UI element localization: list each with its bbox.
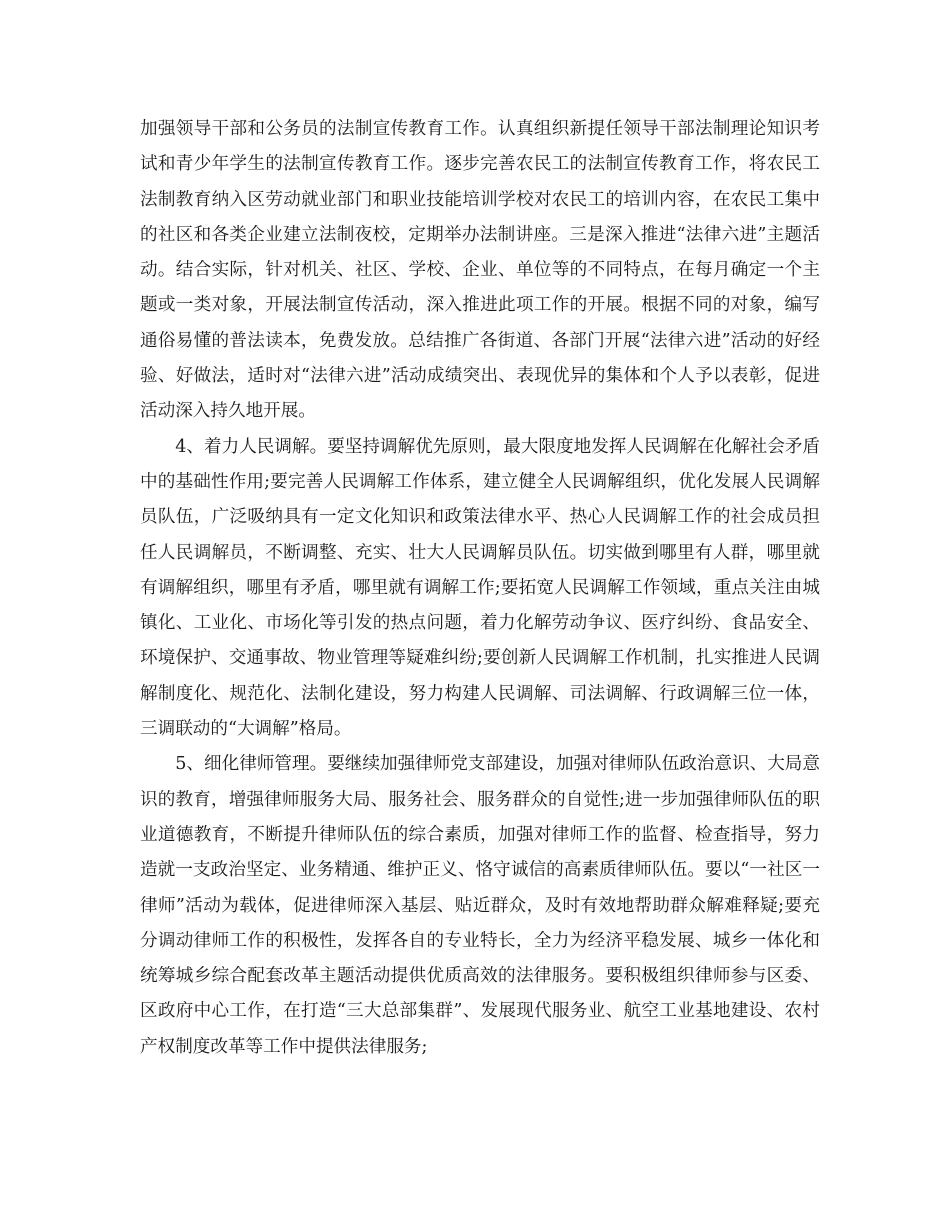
document-body (140, 112, 820, 1065)
paragraph-lawyer-management: 5、细化律师管理。要继续加强律师党支部建设，加强对律师队伍政治意识、大局意识的教育，增强律师服务大局、服务社会、服务群众的自觉性;进一步加强律师队伍的职业道德教育，不断提升律师队伍的综合素质，加强对律师工作的监督、检查指导，努力造就一支政治坚定、业务精通、维护正义、恪守诚信的高素质律师队伍。要以“一社区一律师”活动为载体，促进律师深入基层、贴近群众，及时有效地帮助群众解难释疑;要充分调动律师工作的积极性，发挥各自的专业特长，全力为经济平稳发展、城乡一体化和统筹城乡综合配套改革主题活动提供优质高效的法律服务。要积极组织律师参与区委、区政府中心工作，在打造“三大总部集群”、发展现代服务业、航空工业基地建设、农村产权制度改革等工作中提供法律服务; (140, 754, 820, 1057)
paragraph-continuation: 加强领导干部和公务员的法制宣传教育工作。认真组织新提任领导干部法制理论知识考试和青少年学生的法制宣传教育工作。逐步完善农民工的法制宣传教育工作，将农民工法制教育纳入区劳动就业部门和职业技能培训学校对农民工的培训内容，在农民工集中的社区和各类企业建立法制夜校，定期举办法制讲座。三是深入推进“法律六进”主题活动。结合实际，针对机关、社区、学校、企业、单位等的不同特点，在每月确定一个主题或一类对象，开展法制宣传活动，深入推进此项工作的开展。根据不同的对象，编写通俗易懂的普法读本，免费发放。总结推广各街道、各部门开展“法律六进”活动的好经验、好做法，适时对“法律六进”活动成绩突出、表现优异的集体和个人予以表彰，促进活动深入持久地开展。 (140, 119, 820, 422)
paragraph-people-mediation: 4、着力人民调解。要坚持调解优先原则，最大限度地发挥人民调解在化解社会矛盾中的基础性作用;要完善人民调解工作体系，建立健全人民调解组织，优化发展人民调解员队伍，广泛吸纳具有一定文化知识和政策法律水平、热心人民调解工作的社会成员担任人民调解员，不断调整、充实、壮大人民调解员队伍。切实做到哪里有人群，哪里就有调解组织，哪里有矛盾，哪里就有调解工作;要拓宽人民调解工作领域，重点关注由城镇化、工业化、市场化等引发的热点问题，着力化解劳动争议、医疗纠纷、食品安全、环境保护、交通事故、物业管理等疑难纠纷;要创新人民调解工作机制，扎实推进人民调解制度化、规范化、法制化建设，努力构建人民调解、司法调解、行政调解三位一体，三调联动的“大调解”格局。 (140, 436, 820, 740)
